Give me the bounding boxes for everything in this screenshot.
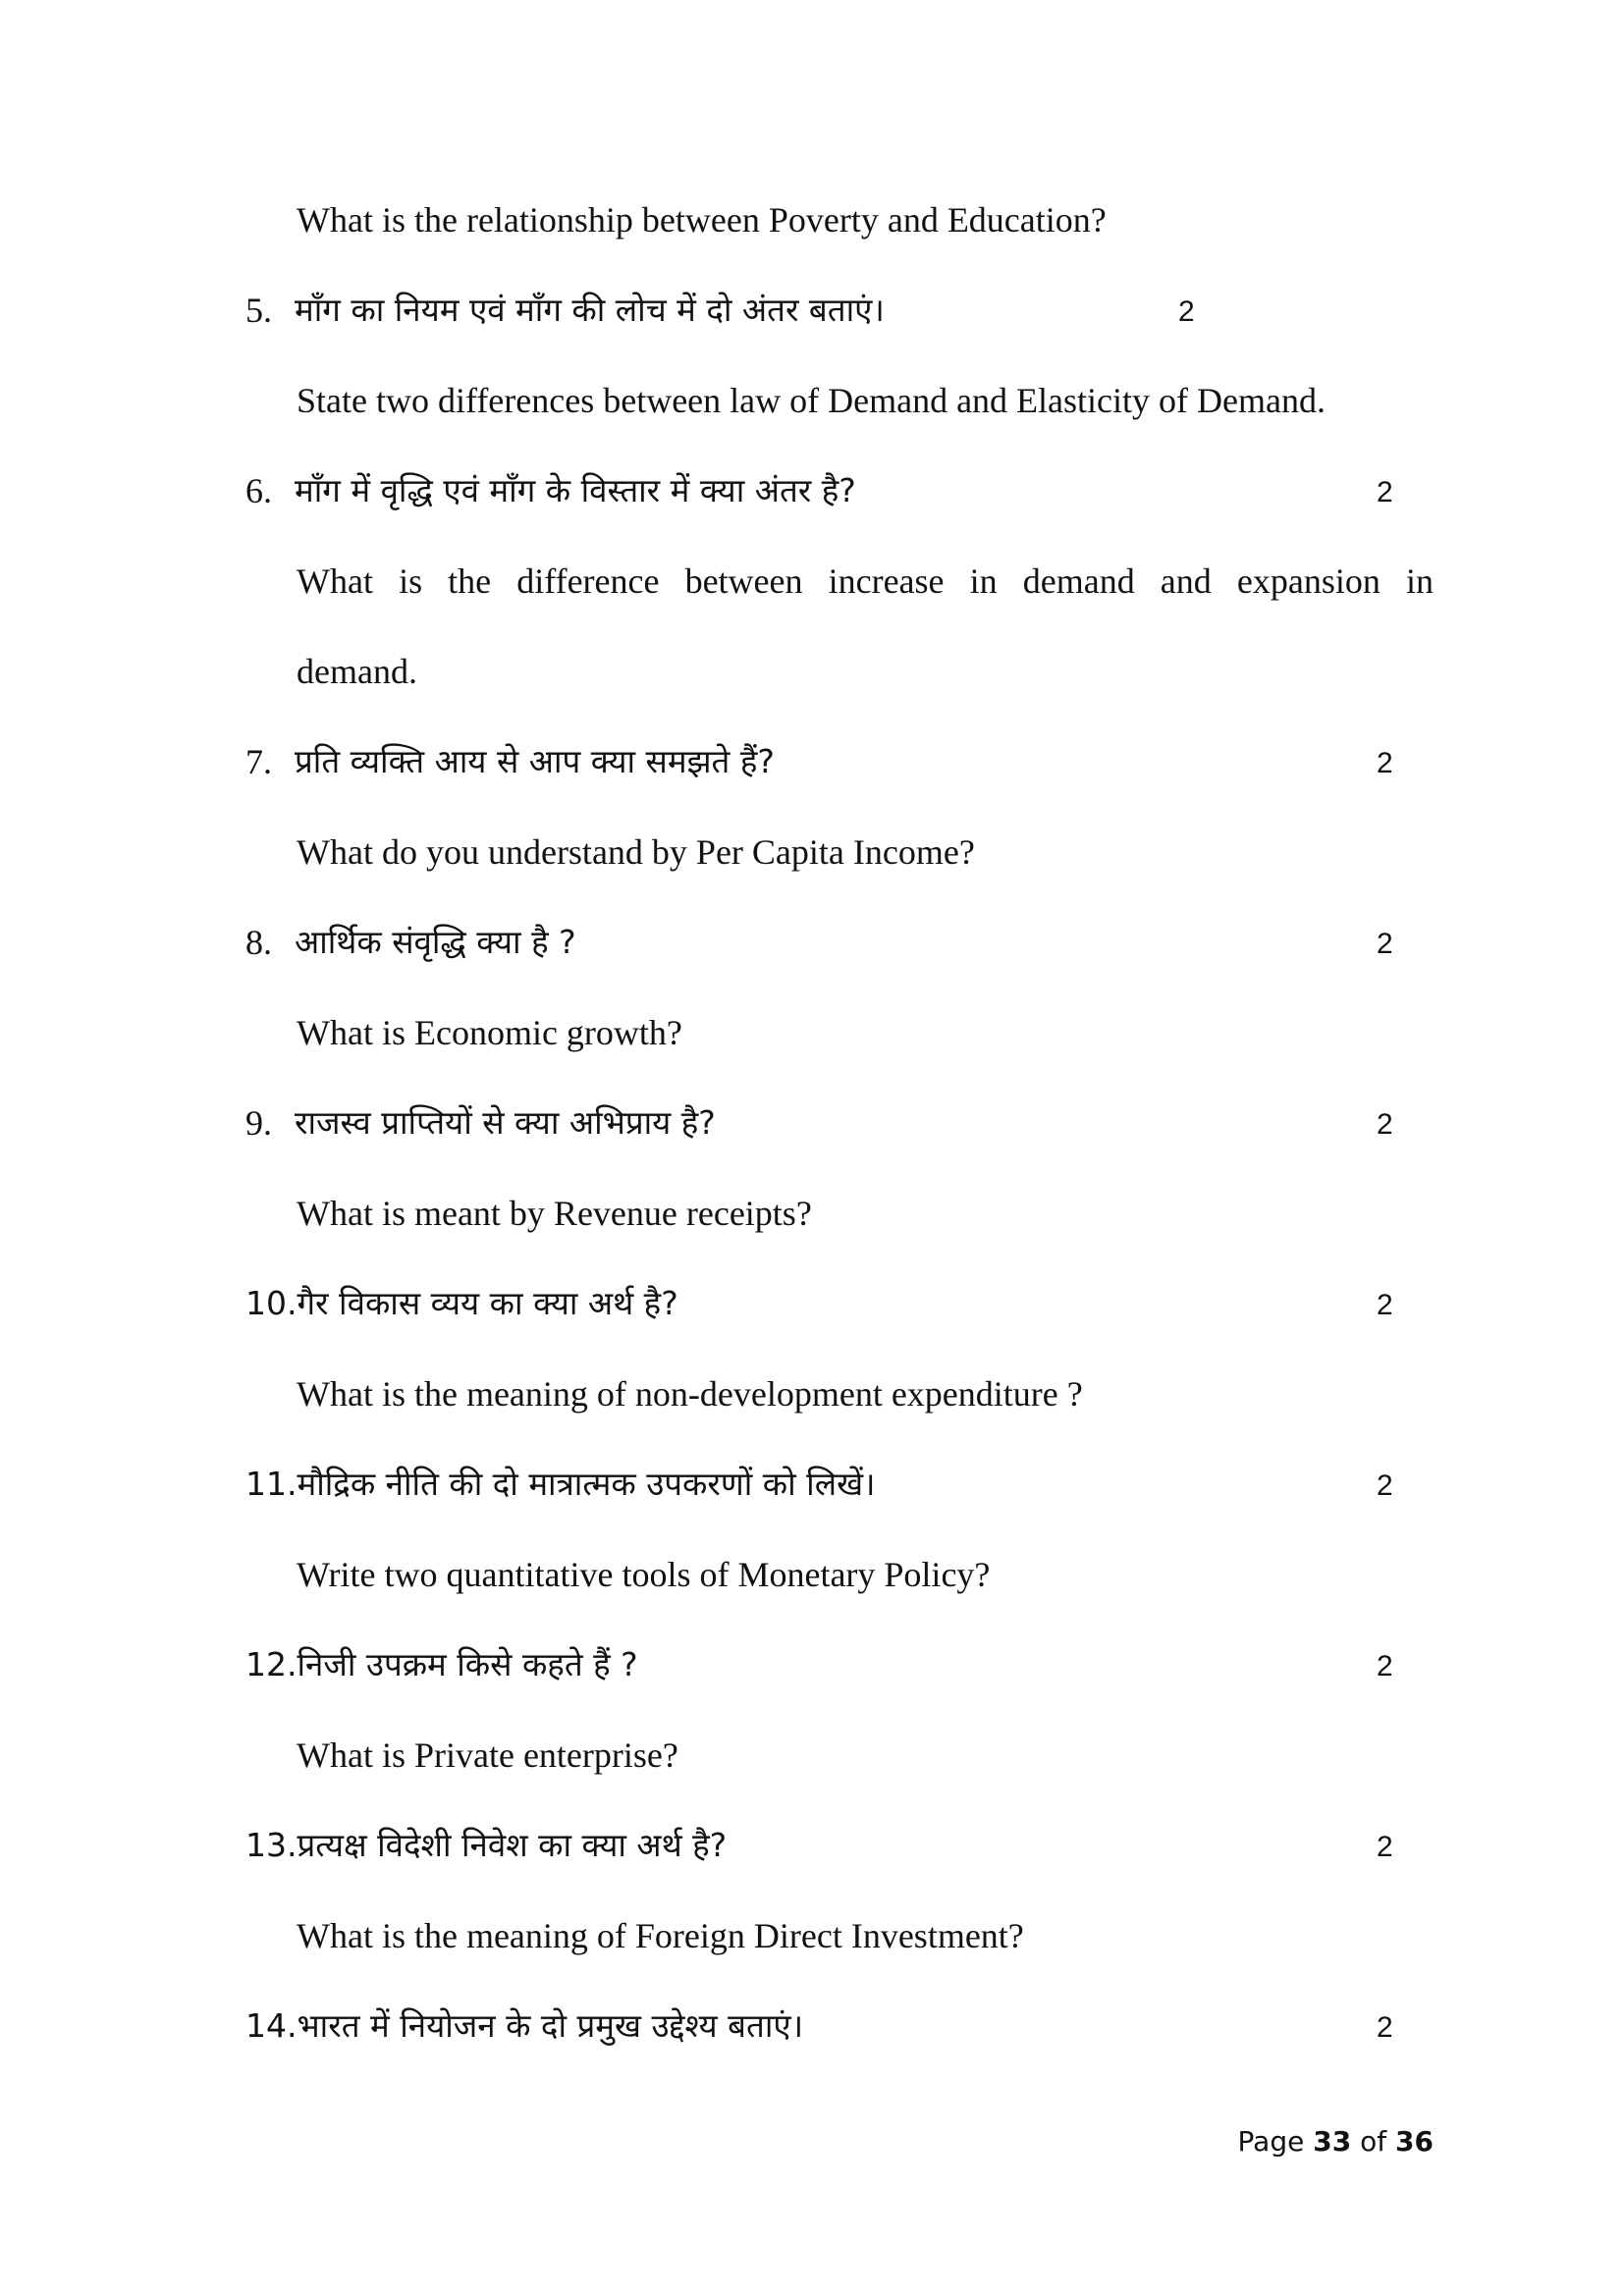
question-5-hindi: माँग का नियम एवं माँग की लोच में दो अंतर बताएं। — [295, 291, 885, 329]
question-7-number: 7. — [245, 742, 272, 781]
question-5-english: State two differences between law of Demand and Elasticity of Demand. — [297, 381, 1326, 420]
question-10-marks: 2 — [1377, 1289, 1393, 1321]
page-of-label: of — [1360, 2125, 1387, 2158]
word: and — [1160, 561, 1212, 601]
word: increase — [828, 561, 945, 601]
question-9-number: 9. — [245, 1103, 272, 1143]
question-8-marks: 2 — [1377, 928, 1393, 960]
question-6-hindi: माँग में वृद्धि एवं माँग के विस्तार में क्या अंतर है? — [295, 471, 856, 509]
question-10-english: What is the meaning of non-development expenditure ? — [297, 1374, 1083, 1414]
question-7-hindi: प्रति व्यक्ति आय से आप क्या समझते हैं? — [295, 742, 775, 780]
question-4-english: What is the relationship between Poverty and Education? — [297, 200, 1107, 240]
word: difference — [516, 561, 660, 601]
word: What — [297, 561, 373, 601]
question-13-hindi: 13.प्रत्यक्ष विदेशी निवेश का क्या अर्थ है? — [245, 1826, 728, 1864]
word: in — [969, 561, 998, 601]
question-8-english: What is Economic growth? — [297, 1013, 682, 1052]
current-page-number: 33 — [1313, 2125, 1352, 2158]
question-10-hindi: 10.गैर विकास व्यय का क्या अर्थ है? — [245, 1284, 678, 1322]
page-label: Page — [1237, 2125, 1305, 2158]
total-pages-number: 36 — [1395, 2125, 1434, 2158]
question-5-number: 5. — [245, 291, 272, 330]
word: expansion — [1236, 561, 1380, 601]
question-11-marks: 2 — [1377, 1469, 1393, 1502]
question-14-marks: 2 — [1377, 2011, 1393, 2044]
question-6-number: 6. — [245, 471, 272, 510]
question-12-english: What is Private enterprise? — [297, 1735, 678, 1775]
question-6-marks: 2 — [1377, 476, 1393, 508]
question-9-marks: 2 — [1377, 1108, 1393, 1141]
page-footer — [1238, 2124, 1434, 2160]
question-11-english: Write two quantitative tools of Monetary Policy? — [297, 1555, 991, 1594]
question-6-english-line-2: demand. — [297, 652, 417, 691]
question-6-english-line-1 — [297, 560, 1434, 603]
question-9-hindi: राजस्व प्राप्तियों से क्या अभिप्राय है? — [295, 1103, 716, 1142]
question-14-hindi: 14.भारत में नियोजन के दो प्रमुख उद्देश्य बताएं। — [245, 2006, 804, 2045]
question-13-marks: 2 — [1377, 1831, 1393, 1863]
word: between — [684, 561, 803, 601]
question-12-marks: 2 — [1377, 1650, 1393, 1682]
word: the — [448, 561, 492, 601]
question-8-hindi: आर्थिक संवृद्धि क्या है ? — [295, 923, 576, 961]
question-8-number: 8. — [245, 923, 272, 962]
question-5-marks: 2 — [1178, 295, 1195, 328]
question-13-english: What is the meaning of Foreign Direct Investment? — [297, 1916, 1024, 1955]
question-12-hindi: 12.निजी उपक्रम किसे कहते हैं ? — [245, 1645, 638, 1683]
word: demand — [1022, 561, 1135, 601]
question-7-marks: 2 — [1377, 747, 1393, 779]
question-7-english: What do you understand by Per Capita Income? — [297, 832, 975, 872]
question-9-english: What is meant by Revenue receipts? — [297, 1194, 812, 1233]
word: is — [399, 561, 423, 601]
question-11-hindi: 11.मौद्रिक नीति की दो मात्रात्मक उपकरणों को लिखें। — [245, 1465, 876, 1503]
word: in — [1405, 561, 1434, 601]
